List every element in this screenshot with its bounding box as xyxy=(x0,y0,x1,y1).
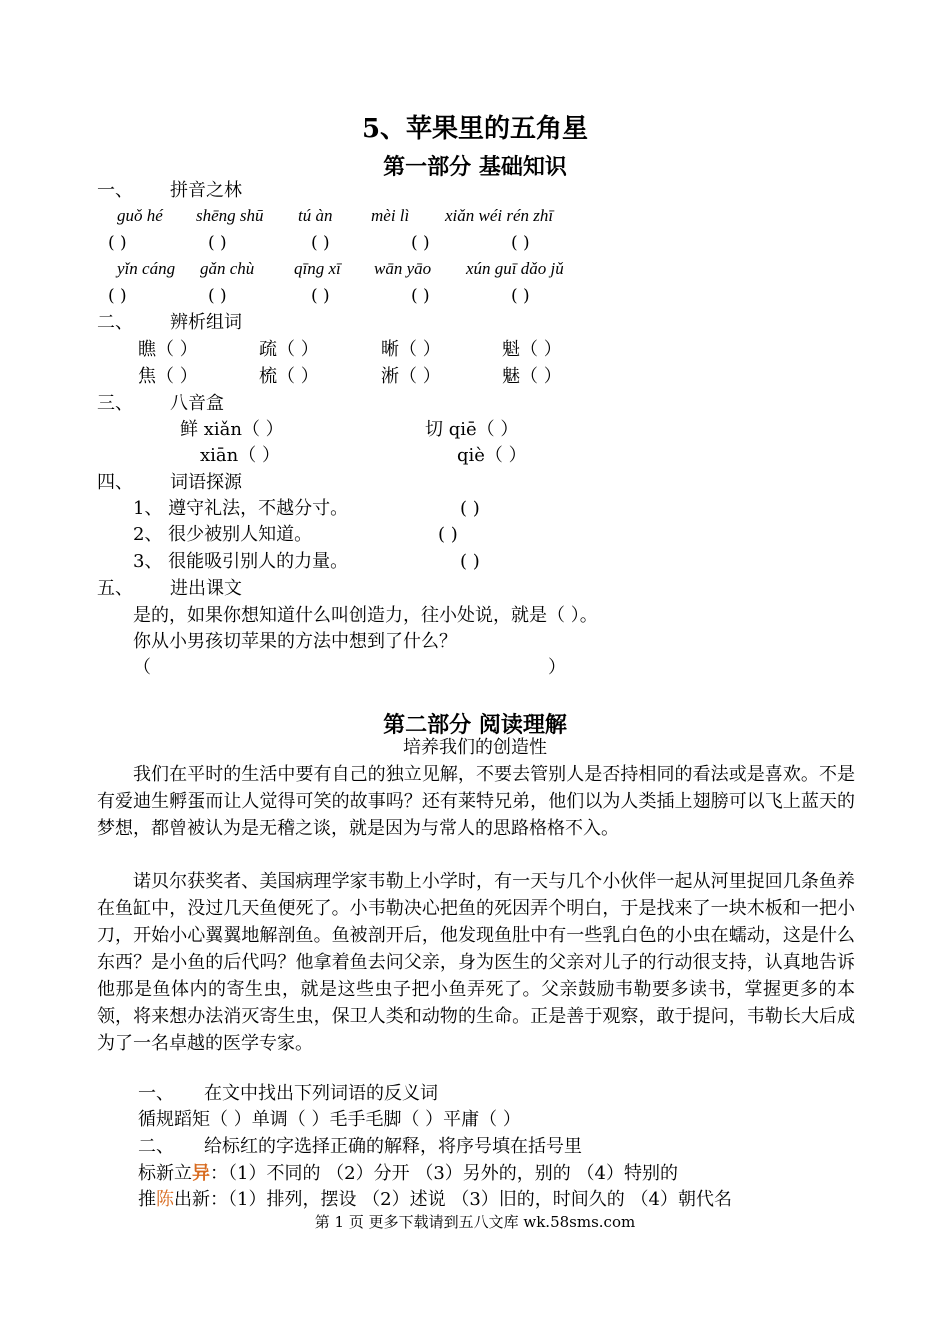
definition-choice-2 xyxy=(138,1189,732,1211)
highlighted-char: 陈 xyxy=(156,1189,174,1210)
answer-blank[interactable]: ( ) xyxy=(460,498,480,519)
pinyin-item: wān yāo xyxy=(374,259,432,278)
word-group-item[interactable]: 疏（ ） xyxy=(259,339,319,360)
pinyin-item: qīng xī xyxy=(294,259,341,278)
idiom-prefix: 推 xyxy=(138,1189,156,1210)
question2-label: 给标红的字选择正确的解释，将序号填在括号里 xyxy=(204,1136,582,1157)
part1-heading: 第一部分 基础知识 xyxy=(383,154,567,180)
page-footer: 第 1 页 更多下载请到五八文库 wk.58sms.com xyxy=(314,1213,636,1231)
passage-paragraph-1: 我们在平时的生活中要有自己的独立见解，不要去管别人是否持相同的看法或是喜欢。不是有爱迪生孵蛋而让人觉得可笑的故事吗？还有莱特兄弟，他们以为人类插上翅膀可以飞上蓝天的梦想，都曾被认为是无稽之谈，就是因为与常人的思路格格不入。 xyxy=(97,764,855,839)
answer-blank[interactable]: ( ) xyxy=(438,524,458,545)
section2-label: 辨析组词 xyxy=(170,312,242,333)
polyphone-item[interactable]: xiān（ ） xyxy=(200,445,280,466)
word-group-item[interactable]: 焦（ ） xyxy=(138,366,198,387)
section5-number: 五、 xyxy=(97,578,133,599)
polyphone-item[interactable]: 切 qiē（ ） xyxy=(425,419,519,440)
definition-item: 3、 很能吸引别人的力量。 xyxy=(133,551,349,572)
answer-blank[interactable]: ( ) xyxy=(108,286,127,306)
section4-number: 四、 xyxy=(97,472,133,493)
word-group-item[interactable]: 瞧（ ） xyxy=(138,339,198,360)
answer-close-paren[interactable]: ） xyxy=(548,657,566,678)
answer-blank[interactable]: ( ) xyxy=(411,286,430,306)
answer-blank[interactable]: ( ) xyxy=(511,286,530,306)
pinyin-item: xún guī dǎo jǔ xyxy=(466,259,564,278)
word-group-item[interactable]: 梳（ ） xyxy=(259,366,319,387)
pinyin-item: yǐn cáng xyxy=(117,259,176,278)
definition-item: 2、 很少被别人知道。 xyxy=(133,524,313,545)
polyphone-item[interactable]: qiè（ ） xyxy=(457,445,527,466)
pinyin-item: mèi lì xyxy=(371,206,410,225)
pinyin-item: gǎn chù xyxy=(200,259,255,278)
pinyin-item: shēng shū xyxy=(196,206,264,225)
answer-blank[interactable]: ( ) xyxy=(411,233,430,253)
choice-options: ：（1）不同的 （2）分开 （3）另外的，别的 （4）特别的 xyxy=(210,1163,678,1184)
answer-blank[interactable]: ( ) xyxy=(208,233,227,253)
section5-label: 进出课文 xyxy=(170,578,242,599)
fill-in-sentence[interactable]: 是的，如果你想知道什么叫创造力，往小处说，就是（ ）。 xyxy=(133,605,598,626)
definition-item: 1、 遵守礼法，不越分寸。 xyxy=(133,498,349,519)
answer-blank[interactable]: ( ) xyxy=(108,233,127,253)
question-text: 你从小男孩切苹果的方法中想到了什么？ xyxy=(133,631,457,652)
answer-open-paren[interactable]: （ xyxy=(133,657,151,678)
word-group-item[interactable]: 晰（ ） xyxy=(381,339,441,360)
question1-number: 一、 xyxy=(138,1083,174,1104)
word-group-item[interactable]: 魁（ ） xyxy=(502,339,562,360)
idiom-prefix: 标新立 xyxy=(138,1163,192,1184)
question1-label: 在文中找出下列词语的反义词 xyxy=(204,1083,438,1104)
highlighted-char: 异 xyxy=(192,1163,210,1184)
word-group-item[interactable]: 魅（ ） xyxy=(502,366,562,387)
section2-number: 二、 xyxy=(97,312,133,333)
passage-title: 培养我们的创造性 xyxy=(403,737,547,758)
pinyin-item: xiǎn wéi rén zhī xyxy=(445,206,554,225)
pinyin-item: tú àn xyxy=(298,206,333,225)
answer-blank[interactable]: ( ) xyxy=(511,233,530,253)
answer-blank[interactable]: ( ) xyxy=(311,286,330,306)
answer-blank[interactable]: ( ) xyxy=(460,551,480,572)
section3-label: 八音盒 xyxy=(170,393,224,414)
polyphone-item[interactable]: 鲜 xiǎn（ ） xyxy=(180,419,284,440)
antonym-blanks[interactable]: 循规蹈矩（ ）单调（ ）毛手毛脚（ ）平庸（ ） xyxy=(138,1109,521,1130)
document-title: 5、苹果里的五角星 xyxy=(361,114,589,144)
definition-choice-1 xyxy=(138,1163,678,1185)
section4-label: 词语探源 xyxy=(170,472,242,493)
section1-label: 拼音之林 xyxy=(170,180,242,201)
answer-blank[interactable]: ( ) xyxy=(311,233,330,253)
pinyin-item: guǒ hé xyxy=(117,206,163,225)
question2-number: 二、 xyxy=(138,1136,174,1157)
passage-paragraph-2: 诺贝尔获奖者、美国病理学家韦勒上小学时，有一天与几个小伙伴一起从河里捉回几条鱼养在鱼缸中，没过几天鱼便死了。小韦勒决心把鱼的死因弄个明白，于是找来了一块木板和一把小刀，开始小心翼翼地解剖鱼。鱼被剖开后，他发现鱼肚中有一些乳白色的小虫在蠕动，这是什么东西？是小鱼的后代吗？他拿着鱼去问父亲，身为医生的父亲对儿子的行动很支持，认真地告诉他那是鱼体内的寄生虫，就是这些虫子把小鱼弄死了。父亲鼓励韦勒要多读书，掌握更多的本领，将来想办法消灭寄生虫，保卫人类和动物的生命。正是善于观察，敢于提问，韦勒长大后成为了一名卓越的医学专家。 xyxy=(97,871,855,1054)
word-group-item[interactable]: 淅（ ） xyxy=(381,366,441,387)
choice-options: 出新：（1）排列，摆设 （2）述说 （3）旧的，时间久的 （4）朝代名 xyxy=(174,1189,732,1210)
answer-blank[interactable]: ( ) xyxy=(208,286,227,306)
section3-number: 三、 xyxy=(97,393,133,414)
section1-number: 一、 xyxy=(97,180,133,201)
part2-heading: 第二部分 阅读理解 xyxy=(383,712,567,738)
